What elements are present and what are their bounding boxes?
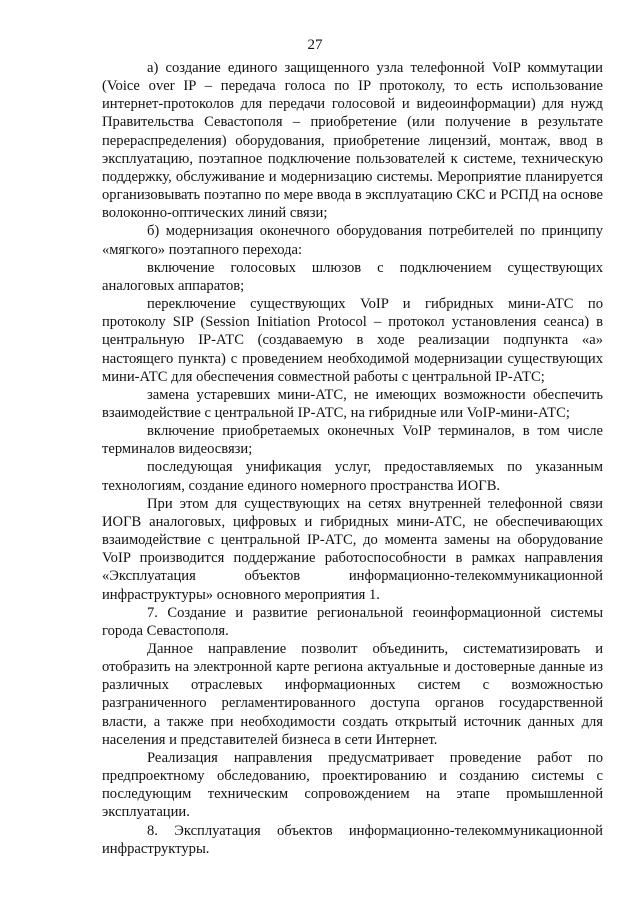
paragraph: переключение существующих VoIP и гибридных мини-АТС по протоколу SIP (Session Initiation Protocol – протокол установления сеанса) в центральную IP-АТС (создаваемую в ходе реализации подпункта «а» настоящего пункта) с проведением необходимой модернизации существующих мини-АТС для обеспечения совместной работы с центральной IP-АТС; (102, 296, 603, 385)
paragraph: а) создание единого защищенного узла телефонной VoIP коммутации (Voice over IP – передача голоса по IP протоколу, то есть использование интернет-протоколов для передачи голосовой и видеоинформации) для нужд Правительства Севастополя – приобретение (или получение в результате перераспределения) оборудования, приобретение лицензий, монтаж, ввод в эксплуатацию, поэтапное подключение пользователей к системе, техническую поддержку, обслуживание и модернизацию системы. Мероприятие планируется организовывать поэтапно по мере ввода в эксплуатацию СКС и РСПД на основе волоконно-оптических линий связи; (102, 60, 603, 222)
paragraph: Данное направление позволит объединить, систематизировать и отобразить на электронной карте региона актуальные и достоверные данные из различных отраслевых информационных систем с возможностью разграниченного регламентированного доступа органов государственной власти, а также при необходимости создать открытый источник данных для населения и представителей бизнеса в сети Интернет. (102, 641, 603, 748)
paragraph: При этом для существующих на сетях внутренней телефонной связи ИОГВ аналоговых, цифровых и гибридных мини-АТС, не обеспечивающих взаимодействие с центральной IP-АТС, до момента замены на оборудование VoIP производится поддержание работоспособности в рамках направления «Эксплуатация объектов информационно-телекоммуникационной инфраструктуры» основного мероприятия 1. (102, 495, 603, 603)
paragraph: включение приобретаемых оконечных VoIP терминалов, в том числе терминалов видеосвязи; (102, 423, 603, 458)
body-text (102, 59, 603, 858)
paragraph: б) модернизация оконечного оборудования потребителей по принципу «мягкого» поэтапного перехода: (102, 223, 603, 258)
paragraph: включение голосовых шлюзов с подключением существующих аналоговых аппаратов; (102, 259, 603, 294)
section-heading: 7. Создание и развитие региональной геоинформационной системы города Севастополя. (102, 604, 603, 639)
paragraph: последующая унификация услуг, предоставляемых по указанным технологиям, создание единого номерного пространства ИОГВ. (102, 459, 603, 494)
page-number: 27 (307, 37, 323, 53)
paragraph: Реализация направления предусматривает проведение работ по предпроектному обследованию, проектированию и созданию системы с последующим техническим сопровождением на этапе промышленной эксплуатации. (102, 749, 603, 821)
paragraph: замена устаревших мини-АТС, не имеющих возможности обеспечить взаимодействие с центральной IP-АТС, на гибридные или VoIP-мини-АТС; (102, 386, 603, 421)
section-heading: 8. Эксплуатация объектов информационно-телекоммуникационной инфраструктуры. (102, 822, 603, 857)
